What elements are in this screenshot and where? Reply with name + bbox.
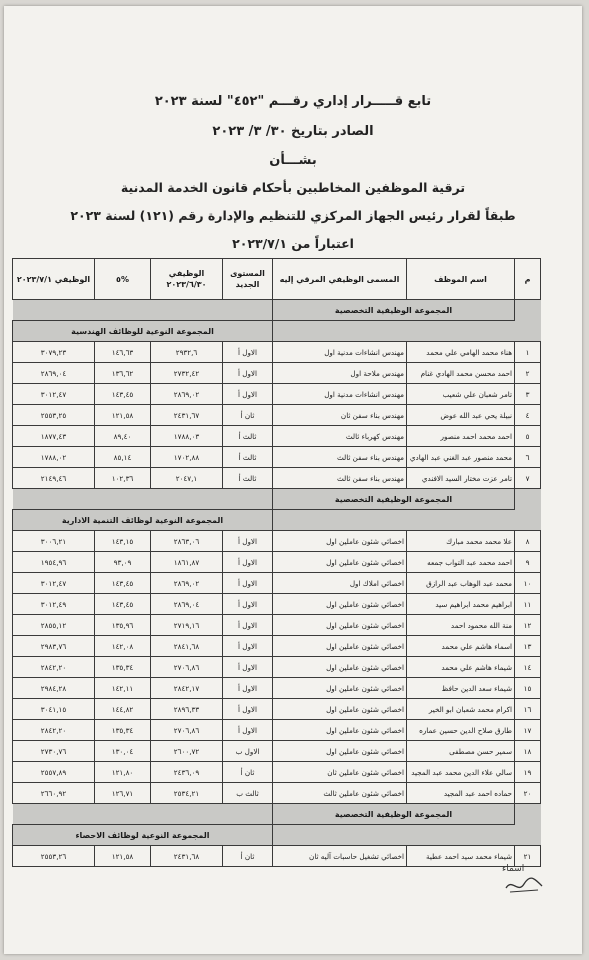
cell-title: اخصائي شئون عاملين ثان: [273, 762, 407, 783]
cell-pay-new: ٣٠١٢,٤٧: [13, 384, 95, 405]
cell-pct: ١٤٢,٠٨: [95, 636, 151, 657]
cell-title: مهندس انشاءات مدنية اول: [273, 384, 407, 405]
cell-name: شيماء سعد الدين حافظ: [407, 678, 515, 699]
cell-pct: ١٤٣,٤٥: [95, 594, 151, 615]
cell-pay-old: ٢٥٣٤,٢١: [151, 783, 223, 804]
cell-num: ١٣: [515, 636, 541, 657]
cell-pay-old: ٢٤٣١,٦٨: [151, 846, 223, 867]
table-row: [13, 594, 541, 615]
cell-pay-old: ٢٤٣١,٦٧: [151, 405, 223, 426]
cell-num: ١٢: [515, 615, 541, 636]
table-row: [13, 636, 541, 657]
cell-level: الاول أ: [223, 384, 273, 405]
cell-pay-new: ٣٠١٢,٤٧: [13, 573, 95, 594]
cell-level: الاول أ: [223, 678, 273, 699]
cell-name: علا محمد محمد مبارك: [407, 531, 515, 552]
cell-name: محمد عبد الوهاب عبد الرازق: [407, 573, 515, 594]
cell-title: مهندس انشاءات مدنية اول: [273, 342, 407, 363]
cell-pct: ١٠٢,٣٦: [95, 468, 151, 489]
cell-level: الاول أ: [223, 615, 273, 636]
cell-num: ١٦: [515, 699, 541, 720]
cell-title: مهندس بناء سفن ثالث: [273, 447, 407, 468]
cell-num: ١٤: [515, 657, 541, 678]
cell-pct: ١٤٣,١٥: [95, 531, 151, 552]
cell-pay-new: ٢٩٨٤,٢٨: [13, 678, 95, 699]
cell-level: الاول أ: [223, 363, 273, 384]
cell-name: ابراهيم محمد ابراهيم سيد: [407, 594, 515, 615]
cell-title: مهندس كهرباء ثالث: [273, 426, 407, 447]
cell-name: احمد محمد احمد منصور: [407, 426, 515, 447]
table-row: [13, 426, 541, 447]
cell-pay-new: ٣٠٠٦,٢١: [13, 531, 95, 552]
group-row-spec-2: [13, 489, 541, 510]
table-row: [13, 720, 541, 741]
cell-pay-old: ٢٨٦٣,٠٦: [151, 531, 223, 552]
table-row: [13, 699, 541, 720]
cell-num: ٨: [515, 531, 541, 552]
decree-subject: ترقية الموظفين المخاطبين بأحكام قانون الخدمة المدنية: [120, 180, 466, 195]
cell-level: ثالث أ: [223, 426, 273, 447]
cell-level: ثالث ب: [223, 783, 273, 804]
cell-title: مهندس بناء سفن ثان: [273, 405, 407, 426]
table-row: [13, 363, 541, 384]
cell-pct: ١٢١,٥٨: [95, 405, 151, 426]
cell-name: سمير حسن مصطفى: [407, 741, 515, 762]
document-sheet: [4, 6, 582, 954]
group-row-spec-3: [13, 804, 541, 825]
cell-pct: ١٣٥,٩٦: [95, 615, 151, 636]
cell-title: اخصائي شئون عاملين اول: [273, 594, 407, 615]
cell-pct: ٨٥,١٤: [95, 447, 151, 468]
cell-num: ٤: [515, 405, 541, 426]
cell-level: ثان أ: [223, 405, 273, 426]
cell-pay-new: ٢٥٥٣,٢٥: [13, 405, 95, 426]
cell-pay-old: ٢٠٤٧,١: [151, 468, 223, 489]
cell-title: اخصائي شئون عاملين ثالث: [273, 783, 407, 804]
cell-name: محمد منصور عبد الغني عبد الهادي: [407, 447, 515, 468]
cell-pay-old: ٢٨٩٦,٣٣: [151, 699, 223, 720]
cell-num: ٣: [515, 384, 541, 405]
cell-pct: ١٣٠,٠٤: [95, 741, 151, 762]
cell-level: ثالث أ: [223, 447, 273, 468]
table-row: [13, 531, 541, 552]
cell-num: ١٥: [515, 678, 541, 699]
cell-pct: ١٤٣,٤٥: [95, 384, 151, 405]
cell-num: ٢١: [515, 846, 541, 867]
cell-pay-new: ٢٦٦٠,٩٢: [13, 783, 95, 804]
cell-pct: ١٢١,٨٠: [95, 762, 151, 783]
cell-name: اسماء هاشم علي محمد: [407, 636, 515, 657]
cell-num: ١: [515, 342, 541, 363]
table-row: [13, 783, 541, 804]
group-row-type-1: [13, 321, 541, 342]
signature-scribble-icon: [504, 874, 544, 896]
cell-pay-old: ٢٦٠٠,٧٢: [151, 741, 223, 762]
cell-pay-old: ٢٧٠٦,٨٦: [151, 657, 223, 678]
group-row-type-3: [13, 825, 541, 846]
cell-name: هناء محمد الهامي علي محمد: [407, 342, 515, 363]
table-row: [13, 615, 541, 636]
cell-pay-old: ١٧٨٨,٠٣: [151, 426, 223, 447]
cell-pct: ١٣٥,٣٤: [95, 657, 151, 678]
group-label: المجموعة الوظيفية التخصصية: [273, 804, 515, 825]
cell-pay-old: ٢٧١٩,١٦: [151, 615, 223, 636]
cell-pay-old: ٢٧٣٢,٤٢: [151, 363, 223, 384]
cell-pct: ١٤٣,٤٥: [95, 573, 151, 594]
table-row: [13, 678, 541, 699]
decree-reference: طبقاً لقرار رئيس الجهاز المركزي للتنظيم والإدارة رقم (١٢١) لسنة ٢٠٢٣: [70, 208, 516, 223]
cell-pct: ١٣٦,٦٢: [95, 363, 151, 384]
decree-subject-label: بشـــأن: [269, 153, 317, 168]
cell-title: اخصائي شئون عاملين اول: [273, 741, 407, 762]
cell-pay-new: ٢٨٤٢,٢٠: [13, 720, 95, 741]
cell-num: ١٠: [515, 573, 541, 594]
table-row: [13, 468, 541, 489]
cell-pay-new: ٣٠١٢,٤٩: [13, 594, 95, 615]
cell-pay-new: ١٨٧٧,٤٣: [13, 426, 95, 447]
cell-title: اخصائي شئون عاملين اول: [273, 615, 407, 636]
cell-pay-old: ٢٨٦٩,٠٢: [151, 384, 223, 405]
cell-name: اكرام محمد شعبان ابو الخير: [407, 699, 515, 720]
cell-title: اخصائي املاك اول: [273, 573, 407, 594]
table-row: [13, 552, 541, 573]
cell-pct: ١٢١,٥٨: [95, 846, 151, 867]
cell-num: ٧: [515, 468, 541, 489]
cell-title: اخصائي شئون عاملين اول: [273, 678, 407, 699]
cell-name: احمد محسن محمد الهادي غنام: [407, 363, 515, 384]
cell-title: اخصائي تشغيل حاسبات آليه ثان: [273, 846, 407, 867]
cell-level: ثان أ: [223, 762, 273, 783]
cell-name: طارق صلاح الدين حسين عماره: [407, 720, 515, 741]
table-row: [13, 384, 541, 405]
cell-pay-new: ٢٥٥٧,٨٩: [13, 762, 95, 783]
table-row: [13, 657, 541, 678]
group-row-type-2: [13, 510, 541, 531]
col-pay-old: الوظيفي ٢٠٢٣/٦/٣٠: [151, 259, 223, 300]
cell-name: شيماء محمد سيد احمد عطية: [407, 846, 515, 867]
cell-pay-new: ٢٨٦٩,٠٤: [13, 363, 95, 384]
cell-level: الاول أ: [223, 657, 273, 678]
table-row: [13, 447, 541, 468]
cell-num: ١٧: [515, 720, 541, 741]
cell-pay-new: ٢٨٤٢,٢٠: [13, 657, 95, 678]
cell-pay-new: ٢٥٥٣,٢٦: [13, 846, 95, 867]
cell-num: ١٩: [515, 762, 541, 783]
cell-pct: ٩٣,٠٩: [95, 552, 151, 573]
cell-name: منة الله محمود احمد: [407, 615, 515, 636]
cell-num: ٢٠: [515, 783, 541, 804]
group-label: المجموعة الوظيفية التخصصية: [273, 489, 515, 510]
cell-pay-new: ٢٨٥٥,١٢: [13, 615, 95, 636]
cell-level: الاول أ: [223, 636, 273, 657]
cell-level: ثالث أ: [223, 468, 273, 489]
cell-num: ٥: [515, 426, 541, 447]
cell-level: ثان أ: [223, 846, 273, 867]
cell-title: مهندس بناء سفن ثالث: [273, 468, 407, 489]
cell-name: احمد محمد عبد التواب جمعه: [407, 552, 515, 573]
cell-num: ٩: [515, 552, 541, 573]
cell-level: الاول أ: [223, 720, 273, 741]
cell-pay-new: ٣٠٤١,١٥: [13, 699, 95, 720]
table-row: [13, 741, 541, 762]
cell-title: اخصائي شئون عاملين اول: [273, 657, 407, 678]
cell-title: اخصائي شئون عاملين اول: [273, 699, 407, 720]
cell-pct: ١٤٢,١١: [95, 678, 151, 699]
cell-num: ٦: [515, 447, 541, 468]
cell-title: اخصائي شئون عاملين اول: [273, 531, 407, 552]
cell-name: شيماء هاشم علي محمد: [407, 657, 515, 678]
cell-pct: ١٢٦,٧١: [95, 783, 151, 804]
cell-level: الاول أ: [223, 342, 273, 363]
cell-num: ١١: [515, 594, 541, 615]
group-label: المجموعة النوعية لوظائف التنمية الادارية: [13, 510, 273, 531]
cell-title: اخصائي شئون عاملين اول: [273, 720, 407, 741]
table-row: [13, 342, 541, 363]
cell-pay-old: ١٧٠٢,٨٨: [151, 447, 223, 468]
group-label: المجموعة النوعية للوظائف الهندسية: [13, 321, 273, 342]
cell-title: مهندس ملاحة اول: [273, 363, 407, 384]
promotion-table: [12, 258, 541, 867]
cell-name: تامر عزت مختار السيد الافندي: [407, 468, 515, 489]
cell-title: اخصائي شئون عاملين اول: [273, 552, 407, 573]
cell-pay-new: ٢٩٨٣,٧٦: [13, 636, 95, 657]
cell-pay-old: ١٨٦١,٨٧: [151, 552, 223, 573]
cell-pay-new: ١٧٨٨,٠٢: [13, 447, 95, 468]
cell-pct: ٨٩,٤٠: [95, 426, 151, 447]
col-level: المستوى الجديد: [223, 259, 273, 300]
group-label: المجموعة الوظيفية التخصصية: [273, 300, 515, 321]
cell-level: الاول أ: [223, 531, 273, 552]
cell-level: الاول أ: [223, 552, 273, 573]
cell-name: نبيلة يحي عبد الله عوض: [407, 405, 515, 426]
cell-num: ٢: [515, 363, 541, 384]
cell-name: حماده احمد عبد المجيد: [407, 783, 515, 804]
cell-pay-old: ٢٧٠٦,٨٦: [151, 720, 223, 741]
cell-pay-new: ٢١٤٩,٤٦: [13, 468, 95, 489]
table-row: [13, 573, 541, 594]
decree-date: الصادر بتاريخ ٣٠/ ٣/ ٢٠٢٣: [212, 124, 374, 139]
cell-pct: ١٤٤,٨٢: [95, 699, 151, 720]
group-row-spec-1: [13, 300, 541, 321]
decree-title: تابع قـــــرار إداري رقـــم "٤٥٢" لسنة ٢٠٢٣: [154, 94, 432, 109]
signature-label: اسماء: [502, 864, 525, 874]
cell-pay-new: ٢٧٣٠,٧٦: [13, 741, 95, 762]
col-pct: %٥: [95, 259, 151, 300]
table-row: [13, 405, 541, 426]
cell-pay-old: ٢٨٦٩,٠٢: [151, 573, 223, 594]
cell-pay-old: ٢٨٤١,٦٨: [151, 636, 223, 657]
cell-pay-old: ٢٨٤٢,١٧: [151, 678, 223, 699]
table-row: [13, 846, 541, 867]
cell-pay-new: ٣٠٧٩,٢٣: [13, 342, 95, 363]
cell-name: سالي علاء الدين محمد عبد المجيد: [407, 762, 515, 783]
cell-pay-old: ٢٨٦٩,٠٤: [151, 594, 223, 615]
cell-level: الاول أ: [223, 573, 273, 594]
cell-pay-new: ١٩٥٤,٩٦: [13, 552, 95, 573]
table-row: [13, 762, 541, 783]
cell-level: الاول ب: [223, 741, 273, 762]
col-title: المسمى الوظيفي المرقي إليه: [273, 259, 407, 300]
group-label: المجموعة النوعية لوظائف الاحصاء: [13, 825, 273, 846]
cell-level: الاول أ: [223, 594, 273, 615]
cell-level: الاول أ: [223, 699, 273, 720]
cell-name: تامر شعبان علي شعيب: [407, 384, 515, 405]
cell-pct: ١٣٥,٣٤: [95, 720, 151, 741]
table-header-row: [13, 259, 541, 300]
col-num: م: [515, 259, 541, 300]
col-pay-new: الوظيفي ٢٠٢٣/٧/١: [13, 259, 95, 300]
cell-title: اخصائي شئون عاملين اول: [273, 636, 407, 657]
cell-num: ١٨: [515, 741, 541, 762]
cell-pct: ١٤٦,٦٣: [95, 342, 151, 363]
cell-pay-old: ٢٩٣٢,٦: [151, 342, 223, 363]
cell-pay-old: ٢٤٣٦,٠٩: [151, 762, 223, 783]
col-name: اسم الموظف: [407, 259, 515, 300]
decree-effective-date: اعتباراً من ٢٠٢٣/٧/١: [232, 236, 354, 251]
